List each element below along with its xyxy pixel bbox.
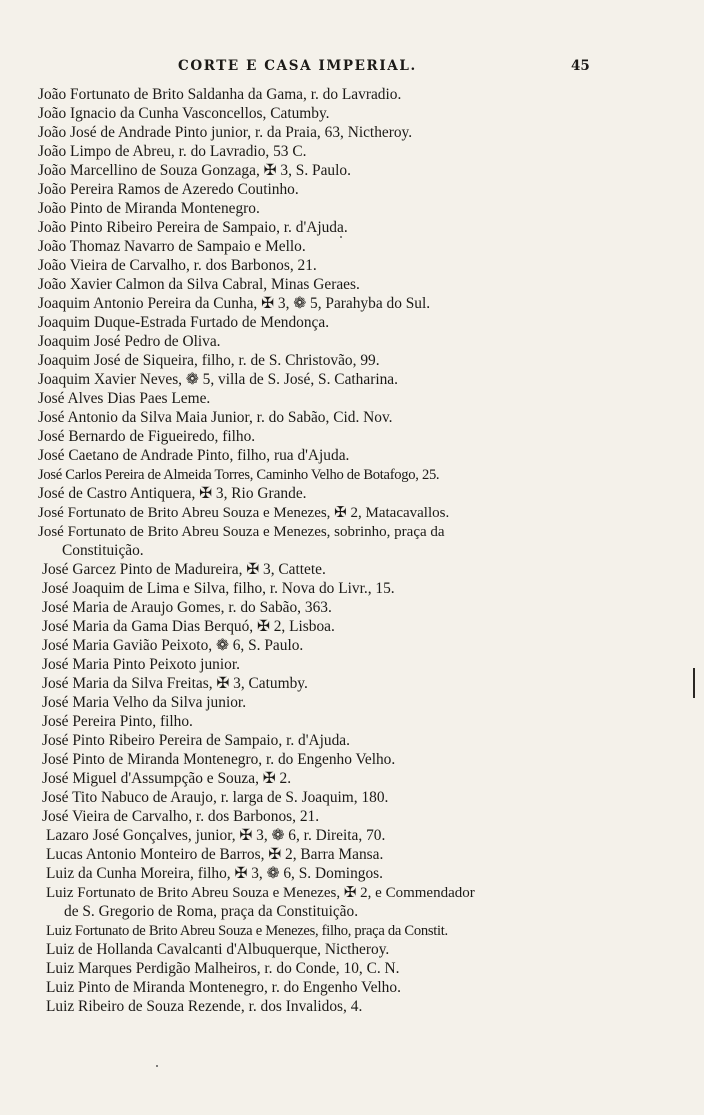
list-item: José Vieira de Carvalho, r. dos Barbonos, 21. bbox=[42, 808, 320, 825]
list-item: Lucas Antonio Monteiro de Barros, ✠ 2, Barra Mansa. bbox=[46, 846, 384, 863]
list-item: João Xavier Calmon da Silva Cabral, Minas Geraes. bbox=[38, 276, 360, 293]
list-item: Joaquim Antonio Pereira da Cunha, ✠ 3, ❁ 5, Parahyba do Sul. bbox=[38, 295, 431, 312]
list-item: Joaquim Xavier Neves, ❁ 5, villa de S. José, S. Catharina. bbox=[38, 371, 398, 388]
list-item: João Vieira de Carvalho, r. dos Barbonos, 21. bbox=[38, 257, 317, 274]
list-item: João Pinto Ribeiro Pereira de Sampaio, r. d'Ajuda. bbox=[38, 219, 348, 236]
list-item: José Maria Pinto Peixoto junior. bbox=[42, 656, 240, 673]
paper-speck bbox=[340, 236, 342, 238]
list-item: José Antonio da Silva Maia Junior, r. do Sabão, Cid. Nov. bbox=[38, 409, 393, 426]
list-item: Joaquim José de Siqueira, filho, r. de S. Christovão, 99. bbox=[38, 352, 380, 369]
list-item: João Thomaz Navarro de Sampaio e Mello. bbox=[38, 238, 306, 255]
list-item: José Maria Gavião Peixoto, ❁ 6, S. Paulo. bbox=[42, 637, 304, 654]
list-item: José Maria da Silva Freitas, ✠ 3, Catumby. bbox=[42, 675, 308, 692]
list-item: José Joaquim de Lima e Silva, filho, r. Nova do Livr., 15. bbox=[42, 580, 395, 597]
margin-mark bbox=[693, 668, 695, 698]
list-item: José Pinto Ribeiro Pereira de Sampaio, r. d'Ajuda. bbox=[42, 732, 350, 749]
list-item: José Maria da Gama Dias Berquó, ✠ 2, Lisboa. bbox=[42, 618, 335, 635]
list-item: Luiz Fortunato de Brito Abreu Souza e Menezes, ✠ 2, e Commendador bbox=[46, 885, 475, 901]
list-item: José Fortunato de Brito Abreu Souza e Menezes, ✠ 2, Matacavallos. bbox=[38, 505, 450, 521]
list-item: José Alves Dias Paes Leme. bbox=[38, 390, 211, 407]
list-item: José Fortunato de Brito Abreu Souza e Menezes, sobrinho, praça da bbox=[38, 524, 445, 540]
list-item-continuation: de S. Gregorio de Roma, praça da Constituição. bbox=[64, 903, 359, 920]
list-item: José Maria de Araujo Gomes, r. do Sabão, 363. bbox=[42, 599, 332, 616]
list-item: José Pinto de Miranda Montenegro, r. do Engenho Velho. bbox=[42, 751, 396, 768]
list-item: João Pereira Ramos de Azeredo Coutinho. bbox=[38, 181, 299, 198]
page-header bbox=[0, 58, 704, 80]
list-item: Luiz de Hollanda Cavalcanti d'Albuquerque, Nictheroy. bbox=[46, 941, 390, 958]
list-item: José Caetano de Andrade Pinto, filho, rua d'Ajuda. bbox=[38, 447, 350, 464]
list-item: João Limpo de Abreu, r. do Lavradio, 53 C. bbox=[38, 143, 307, 160]
list-item: João José de Andrade Pinto junior, r. da Praia, 63, Nictheroy. bbox=[38, 124, 413, 141]
list-item: José Bernardo de Figueiredo, filho. bbox=[38, 428, 256, 445]
list-item: João Marcellino de Souza Gonzaga, ✠ 3, S. Paulo. bbox=[38, 162, 351, 179]
page-number: 45 bbox=[571, 58, 590, 74]
list-item: Lazaro José Gonçalves, junior, ✠ 3, ❁ 6, r. Direita, 70. bbox=[46, 827, 386, 844]
list-item: José Tito Nabuco de Araujo, r. larga de S. Joaquim, 180. bbox=[42, 789, 389, 806]
list-item: Luiz Pinto de Miranda Montenegro, r. do Engenho Velho. bbox=[46, 979, 401, 996]
running-title: CORTE E CASA IMPERIAL. bbox=[178, 58, 417, 74]
list-item: João Ignacio da Cunha Vasconcellos, Catumby. bbox=[38, 105, 330, 122]
paper-speck bbox=[156, 1065, 158, 1067]
list-item: José Pereira Pinto, filho. bbox=[42, 713, 193, 730]
list-item: João Pinto de Miranda Montenegro. bbox=[38, 200, 260, 217]
list-item: Joaquim Duque-Estrada Furtado de Mendonça. bbox=[38, 314, 330, 331]
list-item-continuation: Constituição. bbox=[62, 542, 144, 559]
list-item: Luiz Fortunato de Brito Abreu Souza e Menezes, filho, praça da Constit. bbox=[46, 923, 448, 939]
list-item: José de Castro Antiquera, ✠ 3, Rio Grande. bbox=[38, 485, 307, 502]
list-item: Luiz Ribeiro de Souza Rezende, r. dos Invalidos, 4. bbox=[46, 998, 363, 1015]
list-item: José Garcez Pinto de Madureira, ✠ 3, Cattete. bbox=[42, 561, 326, 578]
list-item: Luiz da Cunha Moreira, filho, ✠ 3, ❁ 6, S. Domingos. bbox=[46, 865, 383, 882]
list-item: Joaquim José Pedro de Oliva. bbox=[38, 333, 221, 350]
list-item: Luiz Marques Perdigão Malheiros, r. do Conde, 10, C. N. bbox=[46, 960, 400, 977]
list-item: José Miguel d'Assumpção e Souza, ✠ 2. bbox=[42, 770, 292, 787]
list-item: João Fortunato de Brito Saldanha da Gama, r. do Lavradio. bbox=[38, 86, 402, 103]
list-item: José Carlos Pereira de Almeida Torres, Caminho Velho de Botafogo, 25. bbox=[38, 467, 440, 483]
list-item: José Maria Velho da Silva junior. bbox=[42, 694, 247, 711]
